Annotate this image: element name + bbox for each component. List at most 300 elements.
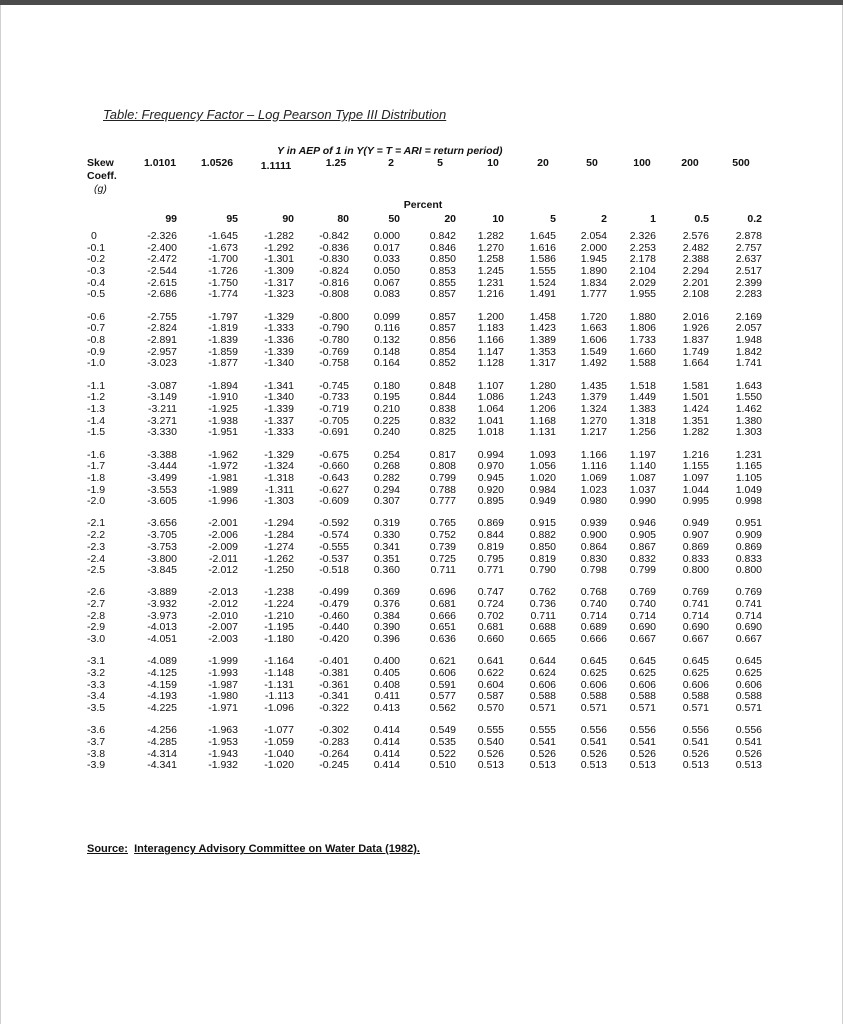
frequency-factor-cell: 0.351 (373, 552, 400, 565)
return-period-header: 10 (487, 157, 499, 169)
frequency-factor-cell: 0.541 (735, 735, 762, 748)
frequency-factor-cell: 1.491 (529, 288, 556, 301)
frequency-factor-cell: -1.943 (208, 747, 238, 760)
frequency-factor-cell: -0.592 (319, 517, 349, 530)
frequency-factor-cell: 1.165 (735, 460, 762, 473)
frequency-factor-cell: 0.588 (629, 690, 656, 703)
frequency-factor-cell: 0.667 (682, 633, 709, 646)
frequency-factor-cell: 1.087 (629, 471, 656, 484)
frequency-factor-cell: 0.799 (429, 471, 456, 484)
frequency-factor-cell: 0.739 (429, 540, 456, 553)
frequency-factor-cell: 2.253 (629, 241, 656, 254)
frequency-factor-cell: 1.549 (580, 345, 607, 358)
frequency-factor-cell: -1.329 (264, 310, 294, 323)
frequency-factor-cell: 0.555 (477, 724, 504, 737)
frequency-factor-cell: -4.225 (147, 702, 177, 715)
frequency-factor-cell: -1.819 (208, 322, 238, 335)
frequency-factor-cell: 0.825 (429, 426, 456, 439)
frequency-factor-cell: 1.216 (477, 288, 504, 301)
frequency-factor-cell: -0.440 (319, 621, 349, 634)
skew-cell: -0.1 (87, 241, 106, 254)
frequency-factor-cell: -4.125 (147, 667, 177, 679)
frequency-factor-cell: -1.282 (264, 230, 294, 242)
frequency-factor-cell: -0.643 (319, 471, 349, 484)
frequency-factor-cell: -1.750 (208, 276, 238, 289)
frequency-factor-cell: -0.660 (319, 460, 349, 473)
frequency-factor-cell: 0.210 (373, 402, 400, 415)
frequency-factor-cell: -1.292 (264, 241, 294, 254)
frequency-factor-cell: 1.166 (580, 448, 607, 461)
frequency-factor-cell: 0.980 (580, 495, 607, 508)
skew-cell: -1.6 (87, 448, 106, 461)
percent-header: 20 (444, 213, 456, 225)
frequency-factor-cell: -0.745 (319, 379, 349, 392)
frequency-factor-cell: 2.016 (682, 310, 709, 323)
skew-cell: -0.7 (87, 322, 106, 335)
frequency-factor-cell: -1.859 (208, 345, 238, 358)
frequency-factor-cell: -2.686 (147, 288, 177, 301)
percent-header: 5 (550, 213, 556, 225)
frequency-factor-cell: 1.056 (529, 460, 556, 473)
frequency-factor-cell: 0.526 (682, 747, 709, 760)
frequency-factor-cell: 0.736 (529, 598, 556, 611)
frequency-factor-cell: 1.926 (682, 322, 709, 335)
frequency-factor-cell: 0.854 (429, 345, 456, 358)
skew-cell: -1.1 (87, 379, 106, 392)
frequency-factor-cell: 0.869 (735, 540, 762, 553)
frequency-factor-cell: -0.705 (319, 414, 349, 427)
frequency-factor-cell: -3.553 (147, 483, 177, 496)
frequency-factor-cell: 0.645 (735, 655, 762, 668)
frequency-factor-cell: 0.604 (477, 678, 504, 691)
percent-header: 10 (492, 213, 504, 225)
frequency-factor-cell: 0.400 (373, 655, 400, 668)
frequency-factor-cell: 0.513 (735, 759, 762, 772)
frequency-factor-cell: 0.994 (477, 448, 504, 461)
return-period-header: 50 (586, 157, 598, 169)
frequency-factor-cell: 0.798 (580, 564, 607, 577)
frequency-factor-cell: -1.993 (208, 667, 238, 679)
frequency-factor-cell: -1.195 (264, 621, 294, 634)
frequency-factor-cell: -2.012 (208, 598, 238, 611)
skew-cell: -3.1 (87, 655, 106, 668)
frequency-factor-cell: -1.894 (208, 379, 238, 392)
frequency-factor-cell: 1.660 (629, 345, 656, 358)
frequency-factor-cell: 0.376 (373, 598, 400, 611)
frequency-factor-cell: 0.844 (429, 391, 456, 404)
frequency-factor-cell: 0.624 (529, 667, 556, 679)
frequency-factor-cell: 1.524 (529, 276, 556, 289)
source-label: Source: (87, 843, 128, 855)
frequency-factor-cell: 0.949 (682, 517, 709, 530)
frequency-factor-cell: -0.830 (319, 253, 349, 266)
frequency-factor-cell: 0.946 (629, 517, 656, 530)
frequency-factor-cell: -1.839 (208, 334, 238, 346)
percent-header: 90 (282, 213, 294, 225)
frequency-factor-cell: 1.270 (580, 414, 607, 427)
frequency-factor-cell: 0.282 (373, 471, 400, 484)
frequency-factor-cell: -0.780 (319, 334, 349, 346)
frequency-factor-cell: 0.799 (629, 564, 656, 577)
frequency-factor-cell: -1.971 (208, 702, 238, 715)
frequency-factor-cell: 1.555 (529, 265, 556, 278)
skew-cell: -3.7 (87, 735, 106, 748)
frequency-factor-cell: 0.408 (373, 678, 400, 691)
frequency-factor-cell: 1.492 (580, 357, 607, 370)
frequency-factor-cell: 0.769 (682, 586, 709, 599)
frequency-factor-cell: -0.733 (319, 391, 349, 404)
frequency-factor-cell: 0.540 (477, 735, 504, 748)
frequency-factor-cell: 0.857 (429, 288, 456, 301)
frequency-factor-cell: -0.808 (319, 288, 349, 301)
frequency-factor-cell: 0.984 (529, 483, 556, 496)
frequency-factor-cell: 0.832 (629, 552, 656, 565)
frequency-factor-cell: 0.132 (373, 334, 400, 346)
frequency-factor-cell: 1.324 (580, 402, 607, 415)
skew-cell: -0.6 (87, 310, 106, 323)
frequency-factor-cell: 2.169 (735, 310, 762, 323)
frequency-factor-cell: -3.889 (147, 586, 177, 599)
frequency-factor-cell: 0.795 (477, 552, 504, 565)
frequency-factor-cell: 1.550 (735, 391, 762, 404)
frequency-factor-cell: -3.087 (147, 379, 177, 392)
frequency-factor-cell: -1.294 (264, 517, 294, 530)
frequency-factor-cell: 1.037 (629, 483, 656, 496)
frequency-factor-cell: 2.757 (735, 241, 762, 254)
frequency-factor-cell: 1.282 (682, 426, 709, 439)
frequency-factor-cell: 0.307 (373, 495, 400, 508)
frequency-factor-cell: 1.069 (580, 471, 607, 484)
frequency-factor-cell: 1.107 (477, 379, 504, 392)
frequency-factor-cell: -1.339 (264, 402, 294, 415)
frequency-factor-cell: 1.948 (735, 334, 762, 346)
frequency-factor-cell: -2.755 (147, 310, 177, 323)
frequency-factor-cell: 0.915 (529, 517, 556, 530)
skew-cell: -2.2 (87, 529, 106, 542)
skew-cell: -3.3 (87, 678, 106, 691)
frequency-factor-cell: -2.009 (208, 540, 238, 553)
frequency-factor-cell: 0.842 (429, 230, 456, 242)
frequency-factor-cell: 1.128 (477, 357, 504, 370)
frequency-factor-cell: -1.309 (264, 265, 294, 278)
frequency-factor-cell: 0.535 (429, 735, 456, 748)
frequency-factor-cell: 1.245 (477, 265, 504, 278)
window-top-bar (0, 0, 843, 5)
frequency-factor-cell: 0.808 (429, 460, 456, 473)
frequency-factor-cell: 1.140 (629, 460, 656, 473)
frequency-factor-cell: 0.844 (477, 529, 504, 542)
frequency-factor-cell: 1.216 (682, 448, 709, 461)
skew-cell: -0.2 (87, 253, 106, 266)
frequency-factor-cell: -0.574 (319, 529, 349, 542)
frequency-factor-cell: -1.980 (208, 690, 238, 703)
frequency-factor-cell: -1.284 (264, 529, 294, 542)
frequency-factor-cell: 2.108 (682, 288, 709, 301)
frequency-factor-cell: 0.741 (735, 598, 762, 611)
skew-cell: -1.0 (87, 357, 106, 370)
frequency-factor-cell: -0.836 (319, 241, 349, 254)
frequency-factor-cell: 0.690 (682, 621, 709, 634)
frequency-factor-cell: -0.302 (319, 724, 349, 737)
frequency-factor-cell: 1.097 (682, 471, 709, 484)
source-line (87, 843, 420, 855)
frequency-factor-cell: 2.482 (682, 241, 709, 254)
frequency-factor-cell: -1.113 (265, 690, 294, 703)
skew-cell: -2.3 (87, 540, 106, 553)
frequency-factor-cell: 0.510 (429, 759, 456, 772)
percent-header: 95 (226, 213, 238, 225)
frequency-factor-cell: -1.340 (264, 391, 294, 404)
frequency-factor-cell: 0.017 (373, 241, 400, 254)
frequency-factor-cell: 0.556 (682, 724, 709, 737)
source-text: Interagency Advisory Committee on Water Data (1982). (134, 843, 420, 855)
skew-cell: -0.9 (87, 345, 106, 358)
frequency-factor-cell: 1.462 (735, 402, 762, 415)
frequency-factor-cell: 1.379 (580, 391, 607, 404)
frequency-factor-cell: -1.317 (264, 276, 294, 289)
frequency-factor-cell: -3.705 (147, 529, 177, 542)
frequency-factor-cell: 0.970 (477, 460, 504, 473)
frequency-factor-cell: 0.577 (429, 690, 456, 703)
frequency-factor-cell: 0.752 (429, 529, 456, 542)
frequency-factor-cell: 1.501 (682, 391, 709, 404)
frequency-factor-cell: -1.953 (208, 735, 238, 748)
frequency-factor-cell: -3.271 (147, 414, 177, 427)
frequency-factor-cell: 1.606 (580, 334, 607, 346)
frequency-factor-cell: -4.013 (147, 621, 177, 634)
frequency-factor-cell: -1.311 (265, 483, 294, 496)
skew-cell: -3.8 (87, 747, 106, 760)
return-period-header: 500 (732, 157, 750, 169)
frequency-factor-cell: 0.945 (477, 471, 504, 484)
frequency-factor-cell: 0.556 (629, 724, 656, 737)
frequency-factor-cell: -3.023 (147, 357, 177, 370)
frequency-factor-cell: 0.714 (735, 609, 762, 622)
frequency-factor-cell: 0.848 (429, 379, 456, 392)
frequency-factor-cell: -0.341 (319, 690, 349, 703)
frequency-factor-cell: 0.711 (430, 564, 456, 577)
frequency-factor-cell: 1.023 (580, 483, 607, 496)
frequency-factor-cell: 0.819 (477, 540, 504, 553)
frequency-factor-cell: 2.283 (735, 288, 762, 301)
frequency-factor-cell: 0.949 (529, 495, 556, 508)
frequency-factor-cell: 0.522 (429, 747, 456, 760)
page-left-edge (0, 5, 1, 1024)
frequency-factor-cell: -1.925 (208, 402, 238, 415)
frequency-factor-cell: -1.238 (264, 586, 294, 599)
skew-cell: -3.0 (87, 633, 106, 646)
frequency-factor-cell: -1.700 (208, 253, 238, 266)
skew-cell: -3.6 (87, 724, 106, 737)
frequency-factor-cell: -1.673 (208, 241, 238, 254)
frequency-factor-cell: 1.945 (580, 253, 607, 266)
frequency-factor-cell: -0.401 (319, 655, 349, 668)
frequency-factor-cell: 1.834 (580, 276, 607, 289)
skew-cell: -1.4 (87, 414, 106, 427)
frequency-factor-cell: -4.256 (147, 724, 177, 737)
frequency-factor-cell: 1.044 (682, 483, 709, 496)
frequency-factor-cell: 0.832 (429, 414, 456, 427)
frequency-factor-cell: 0.571 (580, 702, 607, 715)
frequency-factor-cell: -0.790 (319, 322, 349, 335)
frequency-factor-cell: 0.645 (580, 655, 607, 668)
frequency-factor-cell: 2.388 (682, 253, 709, 266)
frequency-factor-cell: -2.003 (208, 633, 238, 646)
frequency-factor-cell: 0.645 (682, 655, 709, 668)
frequency-factor-cell: 0.857 (429, 322, 456, 335)
percent-header: 2 (601, 213, 607, 225)
frequency-factor-cell: 0.587 (477, 690, 504, 703)
frequency-factor-cell: -0.361 (319, 678, 349, 691)
frequency-factor-cell: 1.837 (682, 334, 709, 346)
frequency-factor-cell: 1.041 (477, 414, 504, 427)
frequency-factor-cell: -1.318 (264, 471, 294, 484)
frequency-factor-cell: 1.435 (580, 379, 607, 392)
frequency-factor-cell: 0.714 (629, 609, 656, 622)
frequency-factor-cell: 1.280 (529, 379, 556, 392)
frequency-factor-cell: 0.689 (580, 621, 607, 634)
frequency-factor-cell: 1.842 (735, 345, 762, 358)
frequency-factor-cell: 0.666 (429, 609, 456, 622)
frequency-factor-cell: -0.609 (319, 495, 349, 508)
frequency-factor-cell: -1.333 (264, 322, 294, 335)
frequency-factor-cell: -0.627 (319, 483, 349, 496)
frequency-factor-cell: 1.303 (735, 426, 762, 439)
frequency-factor-cell: -0.479 (319, 598, 349, 611)
skew-cell: -2.4 (87, 552, 106, 565)
skew-cell: -0.3 (87, 265, 106, 278)
frequency-factor-cell: -2.006 (208, 529, 238, 542)
frequency-factor-cell: -1.323 (264, 288, 294, 301)
frequency-factor-cell: -0.842 (319, 230, 349, 242)
frequency-factor-cell: 0.819 (529, 552, 556, 565)
frequency-factor-cell: 0.625 (629, 667, 656, 679)
frequency-factor-cell: -1.274 (264, 540, 294, 553)
frequency-factor-cell: 0.556 (580, 724, 607, 737)
table-title: Table: Frequency Factor – Log Pearson Type III Distribution (103, 107, 447, 122)
frequency-factor-cell: 0.800 (735, 564, 762, 577)
frequency-factor-cell: 0.513 (477, 759, 504, 772)
percent-header: 80 (337, 213, 349, 225)
frequency-factor-cell: -1.096 (264, 702, 294, 715)
frequency-factor-cell: -1.337 (264, 414, 294, 427)
frequency-factor-cell: 0.762 (529, 586, 556, 599)
frequency-factor-cell: 0.855 (429, 276, 456, 289)
frequency-factor-cell: 1.258 (477, 253, 504, 266)
frequency-factor-cell: -3.800 (147, 552, 177, 565)
frequency-factor-cell: 0.164 (373, 357, 400, 370)
frequency-factor-cell: -1.726 (208, 265, 238, 278)
frequency-factor-cell: 0.725 (429, 552, 456, 565)
frequency-factor-cell: 2.576 (682, 230, 709, 242)
frequency-factor-cell: 1.749 (682, 345, 709, 358)
frequency-factor-cell: 0.666 (580, 633, 607, 646)
skew-cell: -1.2 (87, 391, 106, 404)
frequency-factor-cell: 1.890 (580, 265, 607, 278)
frequency-factor-cell: -2.544 (147, 265, 177, 278)
frequency-factor-cell: 0.740 (629, 598, 656, 611)
skew-cell: -1.5 (87, 426, 106, 439)
frequency-factor-cell: 1.206 (529, 402, 556, 415)
frequency-factor-cell: 0.360 (373, 564, 400, 577)
frequency-factor-cell: 0.690 (629, 621, 656, 634)
frequency-factor-cell: 1.880 (629, 310, 656, 323)
frequency-factor-cell: 1.116 (581, 460, 607, 473)
frequency-factor-cell: 1.449 (629, 391, 656, 404)
frequency-factor-cell: 0.833 (735, 552, 762, 565)
frequency-factor-cell: 0.180 (373, 379, 400, 392)
frequency-factor-cell: 1.231 (735, 448, 762, 461)
frequency-factor-cell: 0.724 (477, 598, 504, 611)
frequency-factor-cell: 0.294 (373, 483, 400, 496)
frequency-factor-cell: -1.340 (264, 357, 294, 370)
frequency-factor-cell: -1.999 (208, 655, 238, 668)
skew-cell: -2.7 (87, 598, 106, 611)
return-period-header: 1.0101 (143, 157, 177, 169)
frequency-factor-cell: -1.324 (264, 460, 294, 473)
frequency-factor-cell: -0.245 (319, 759, 349, 772)
frequency-factor-cell: -0.283 (319, 735, 349, 748)
frequency-factor-cell: 0.714 (580, 609, 607, 622)
frequency-factor-cell: -2.013 (208, 586, 238, 599)
frequency-factor-cell: 0.606 (735, 678, 762, 691)
frequency-factor-cell: 0.788 (429, 483, 456, 496)
frequency-factor-cell: -1.180 (264, 633, 294, 646)
frequency-factor-cell: -1.877 (208, 357, 238, 370)
frequency-factor-cell: -0.769 (319, 345, 349, 358)
frequency-factor-cell: 0.411 (374, 690, 400, 703)
frequency-factor-cell: 0.625 (580, 667, 607, 679)
frequency-factor-cell: 0.909 (735, 529, 762, 542)
frequency-factor-cell: 1.353 (529, 345, 556, 358)
frequency-factor-cell: 0.622 (477, 667, 504, 679)
frequency-factor-cell: 1.093 (529, 448, 556, 461)
frequency-factor-cell: 1.664 (682, 357, 709, 370)
frequency-factor-cell: 0.995 (682, 495, 709, 508)
frequency-factor-cell: 0.651 (429, 621, 456, 634)
frequency-factor-cell: 1.020 (529, 471, 556, 484)
frequency-factor-cell: 0.606 (429, 667, 456, 679)
frequency-factor-cell: 0.690 (735, 621, 762, 634)
frequency-factor-cell: 0.414 (373, 747, 400, 760)
frequency-factor-cell: 2.294 (682, 265, 709, 278)
frequency-factor-cell: -0.264 (319, 747, 349, 760)
frequency-factor-cell: -0.322 (319, 702, 349, 715)
frequency-factor-cell: 1.351 (682, 414, 709, 427)
frequency-factor-cell: 0.867 (629, 540, 656, 553)
frequency-factor-cell: 0.050 (373, 265, 400, 278)
frequency-factor-cell: -1.962 (208, 448, 238, 461)
frequency-factor-cell: -0.518 (319, 564, 349, 577)
frequency-factor-cell: 1.231 (477, 276, 504, 289)
frequency-factor-cell: 0.116 (374, 322, 400, 335)
frequency-factor-cell: 0.856 (429, 334, 456, 346)
frequency-factor-cell: 0.606 (529, 678, 556, 691)
percent-header: 0.2 (747, 213, 762, 225)
frequency-factor-cell: 1.183 (477, 322, 504, 335)
frequency-factor-cell: 0.588 (529, 690, 556, 703)
frequency-factor-cell: 0.526 (735, 747, 762, 760)
frequency-factor-cell: 0.998 (735, 495, 762, 508)
frequency-factor-cell: -4.051 (147, 633, 177, 646)
frequency-factor-cell: -3.753 (147, 540, 177, 553)
skew-cell: -2.1 (87, 517, 106, 530)
frequency-factor-cell: 2.878 (735, 230, 762, 242)
frequency-factor-cell: 0.369 (373, 586, 400, 599)
frequency-factor-cell: -1.938 (208, 414, 238, 427)
frequency-factor-cell: 0.625 (735, 667, 762, 679)
frequency-factor-cell: 0.833 (682, 552, 709, 565)
